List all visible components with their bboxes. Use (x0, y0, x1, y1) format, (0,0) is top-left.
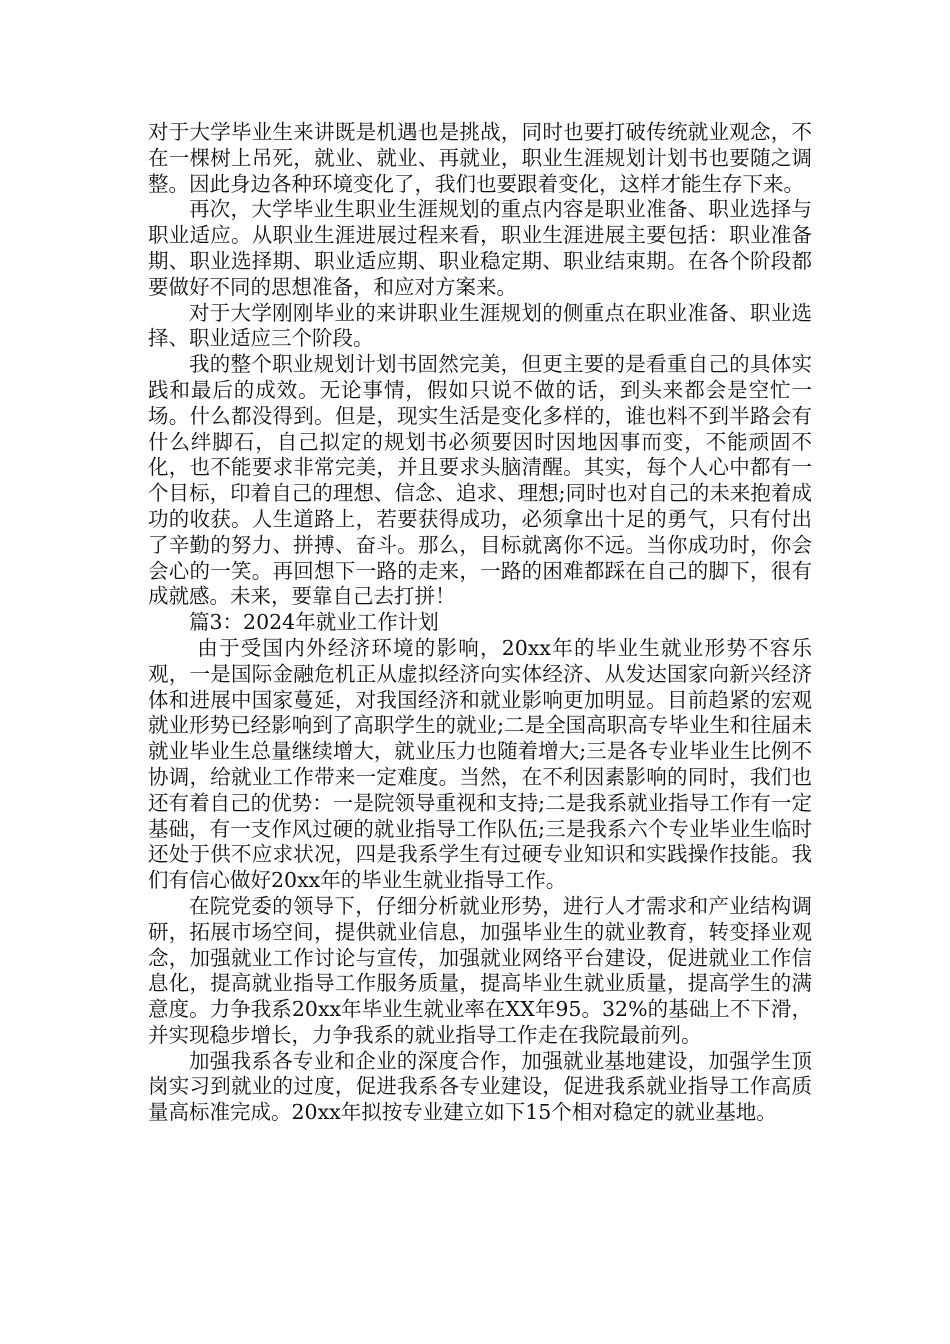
section-heading: 篇3：2024年就业工作计划 (189, 610, 439, 635)
paragraph-career-challenge: 对于大学毕业生来讲既是机遇也是挑战，同时也要打破传统就业观念，不在一棵树上吊死，就业、就业、再就业，职业生涯规划计划书也要随之调整。因此身边各种环境变化了，我们也要跟着变化，这样才能生存下来。 (148, 120, 812, 196)
document-body (148, 120, 812, 1126)
paragraph-career-planning-focus: 再次，大学毕业生职业生涯规划的重点内容是职业准备、职业选择与职业适应。从职业生涯进展过程来看，职业生涯进展主要包括：职业准备期、职业选择期、职业适应期、职业稳定期、职业结束期。在各个阶段都要做好不同的思想准备，和应对方案来。 (148, 197, 812, 299)
paragraph-employment-situation: 由于受国内外经济环境的影响，20xx年的毕业生就业形势不容乐观，一是国际金融危机正从虚拟经济向实体经济、从发达国家向新兴经济体和进展中国家蔓延，对我国经济和就业影响更加明显。目前趋紧的宏观就业形势已经影响到了高职学生的就业;二是全国高职高专毕业生和往届未就业毕业生总量继续增大，就业压力也随着增大;三是各专业毕业生比例不协调，给就业工作带来一定难度。当然，在不利因素影响的同时，我们也还有着自己的优势：一是院领导重视和支持;二是我系就业指导工作有一定基础，有一支作风过硬的就业指导工作队伍;三是我系六个专业毕业生临时还处于供不应求状况，四是我系学生有过硬专业知识和实践操作技能。我们有信心做好20xx年的毕业生就业指导工作。 (148, 635, 812, 893)
paragraph-graduate-focus: 对于大学刚刚毕业的来讲职业生涯规划的侧重点在职业准备、职业选择、职业适应三个阶段。 (148, 300, 812, 351)
paragraph-work-goals: 在院党委的领导下，仔细分析就业形势，进行人才需求和产业结构调研，拓展市场空间，提供就业信息，加强毕业生的就业教育，转变择业观念，加强就业工作讨论与宣传，加强就业网络平台建设，促进就业工作信息化，提高就业指导工作服务质量，提高毕业生就业质量，提高学生的满意度。力争我系20xx年毕业生就业率在XX年95。32%的基础上不下滑，并实现稳步增长，力争我系的就业指导工作走在我院最前列。 (148, 893, 812, 1047)
paragraph-personal-plan: 我的整个职业规划计划书固然完美，但更主要的是看重自己的具体实践和最后的成效。无论事情，假如只说不做的话，到头来都会是空忙一场。什么都没得到。但是，现实生活是变化多样的，谁也料不到半路会有什么绊脚石，自己拟定的规划书必须要因时因地因事而变，不能顽固不化，也不能要求非常完美，并且要求头脑清醒。其实，每个人心中都有一个目标，印着自己的理想、信念、追求、理想;同时也对自己的未来抱着成功的收获。人生道路上，若要获得成功，必须拿出十足的勇气，只有付出了辛勤的努力、拼搏、奋斗。那么，目标就离你不远。当你成功时，你会会心的一笑。再回想下一路的走来，一路的困难都踩在自己的脚下，很有成就感。未来，要靠自己去打拼！ (148, 352, 812, 609)
paragraph-enterprise-cooperation: 加强我系各专业和企业的深度合作，加强就业基地建设，加强学生顶岗实习到就业的过度，促进我系各专业建设，促进我系就业指导工作高质量高标准完成。20xx年拟按专业建立如下15个相对稳定的就业基地。 (148, 1048, 812, 1125)
